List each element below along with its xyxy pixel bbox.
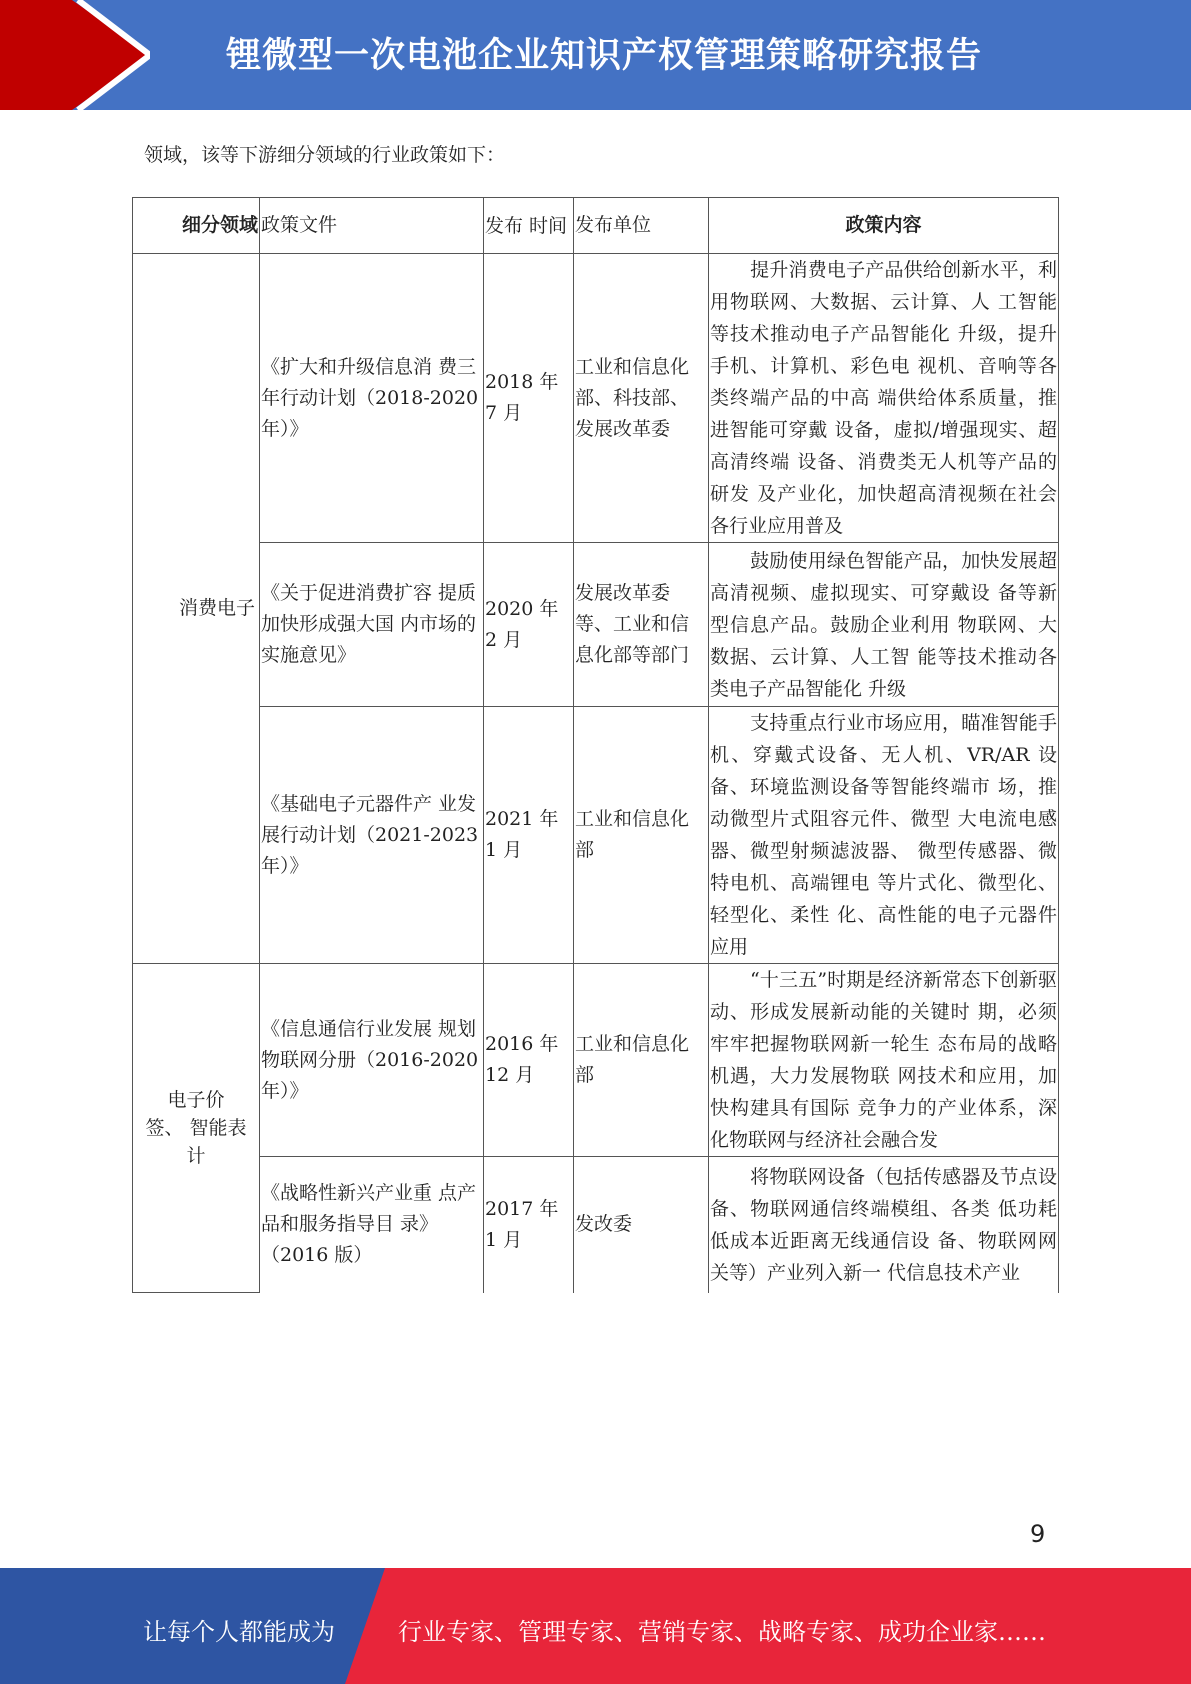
report-title: 锂微型一次电池企业知识产权管理策略研究报告	[226, 36, 983, 76]
content-cell: 鼓励使用绿色智能产品，加快发展超高清视频、虚拟现实、可穿戴设 备等新型信息产品。鼓励企业利用 物联网、大数据、云计算、人工智 能等技术推动各类电子产品智能化 升级	[709, 543, 1059, 707]
content-cell: “十三五”时期是经济新常态下创新驱动、形成发展新动能的关键时 期，必须牢牢把握物联网新一轮生 态布局的战略机遇，大力发展物联 网技术和应用，加快构建具有国际 竞争力的产业体系，深化物联网与经济社会融合发	[709, 964, 1059, 1157]
footer-banner	[0, 1568, 1191, 1684]
table-row	[133, 254, 1059, 543]
intro-text: 领域，该等下游细分领域的行业政策如下：	[144, 144, 506, 166]
table-row	[133, 964, 1059, 1157]
issuer-cell: 工业和信息化部、科技部、发展改革委	[574, 254, 709, 543]
header-domain: 细分领域	[133, 198, 260, 254]
issuer-cell: 发展改革委等、工业和信息化部等部门	[574, 543, 709, 707]
issuer-cell: 工业和信息化部	[574, 707, 709, 964]
content-cell: 支持重点行业市场应用，瞄准智能手机、穿戴式设备、无人机、VR/AR 设备、环境监测设备等智能终端市 场，推动微型片式阻容元件、微型 大电流电感器、微型射频滤波器、 微型传感器、微特电机、高端锂电 等片式化、微型化、轻型化、柔性 化、高性能的电子元器件应用	[709, 707, 1059, 964]
time-cell: 2018 年 7 月	[484, 254, 574, 543]
table-row	[133, 707, 1059, 964]
document-cell: 《扩大和升级信息消 费三年行动计划（2018-2020 年）》	[260, 254, 484, 543]
document-cell: 《战略性新兴产业重 点产品和服务指导目 录》（2016 版）	[260, 1157, 484, 1293]
header-banner	[0, 0, 1191, 110]
footer-slogan-left: 让每个人都能成为	[143, 1618, 335, 1646]
content-cell: 将物联网设备（包括传感器及节点设备、物联网通信终端模组、各类 低功耗低成本近距离无线通信设 备、物联网网关等）产业列入新一 代信息技术产业	[709, 1157, 1059, 1293]
footer-slogan-right: 行业专家、管理专家、营销专家、战略专家、成功企业家……	[398, 1618, 1046, 1646]
time-cell: 2021 年 1 月	[484, 707, 574, 964]
red-arrow-decoration	[0, 0, 150, 110]
time-cell: 2020 年 2 月	[484, 543, 574, 707]
time-cell: 2016 年 12 月	[484, 964, 574, 1157]
issuer-cell: 发改委	[574, 1157, 709, 1293]
time-cell: 2017 年 1 月	[484, 1157, 574, 1293]
header-content: 政策内容	[709, 198, 1059, 254]
table-header-row	[133, 198, 1059, 254]
document-cell: 《信息通信行业发展 规划物联网分册（2016-2020 年）》	[260, 964, 484, 1157]
table-row	[133, 1157, 1059, 1293]
header-issuer: 发布单位	[574, 198, 709, 254]
table-row	[133, 543, 1059, 707]
document-cell: 《关于促进消费扩容 提质加快形成强大国 内市场的实施意见》	[260, 543, 484, 707]
issuer-cell: 工业和信息化部	[574, 964, 709, 1157]
document-cell: 《基础电子元器件产 业发展行动计划（2021-2023 年）》	[260, 707, 484, 964]
header-time: 发布 时间	[484, 198, 574, 254]
content-cell: 提升消费电子产品供给创新水平，利用物联网、大数据、云计算、人 工智能等技术推动电子产品智能化 升级，提升手机、计算机、彩色电 视机、音响等各类终端产品的中高 端供给体系质量，推进智能可穿戴 设备，虚拟/增强现实、超高清终端 设备、消费类无人机等产品的研发 及产业化，加快超高清视频在社会 各行业应用普及	[709, 254, 1059, 543]
domain-cell-consumer: 消费电子	[133, 254, 260, 964]
header-document: 政策文件	[260, 198, 484, 254]
domain-cell-esl-smart-meter: 电子价 签、 智能表 计	[133, 964, 260, 1293]
page-number: 9	[1030, 1520, 1046, 1548]
policy-table	[132, 197, 1059, 1293]
